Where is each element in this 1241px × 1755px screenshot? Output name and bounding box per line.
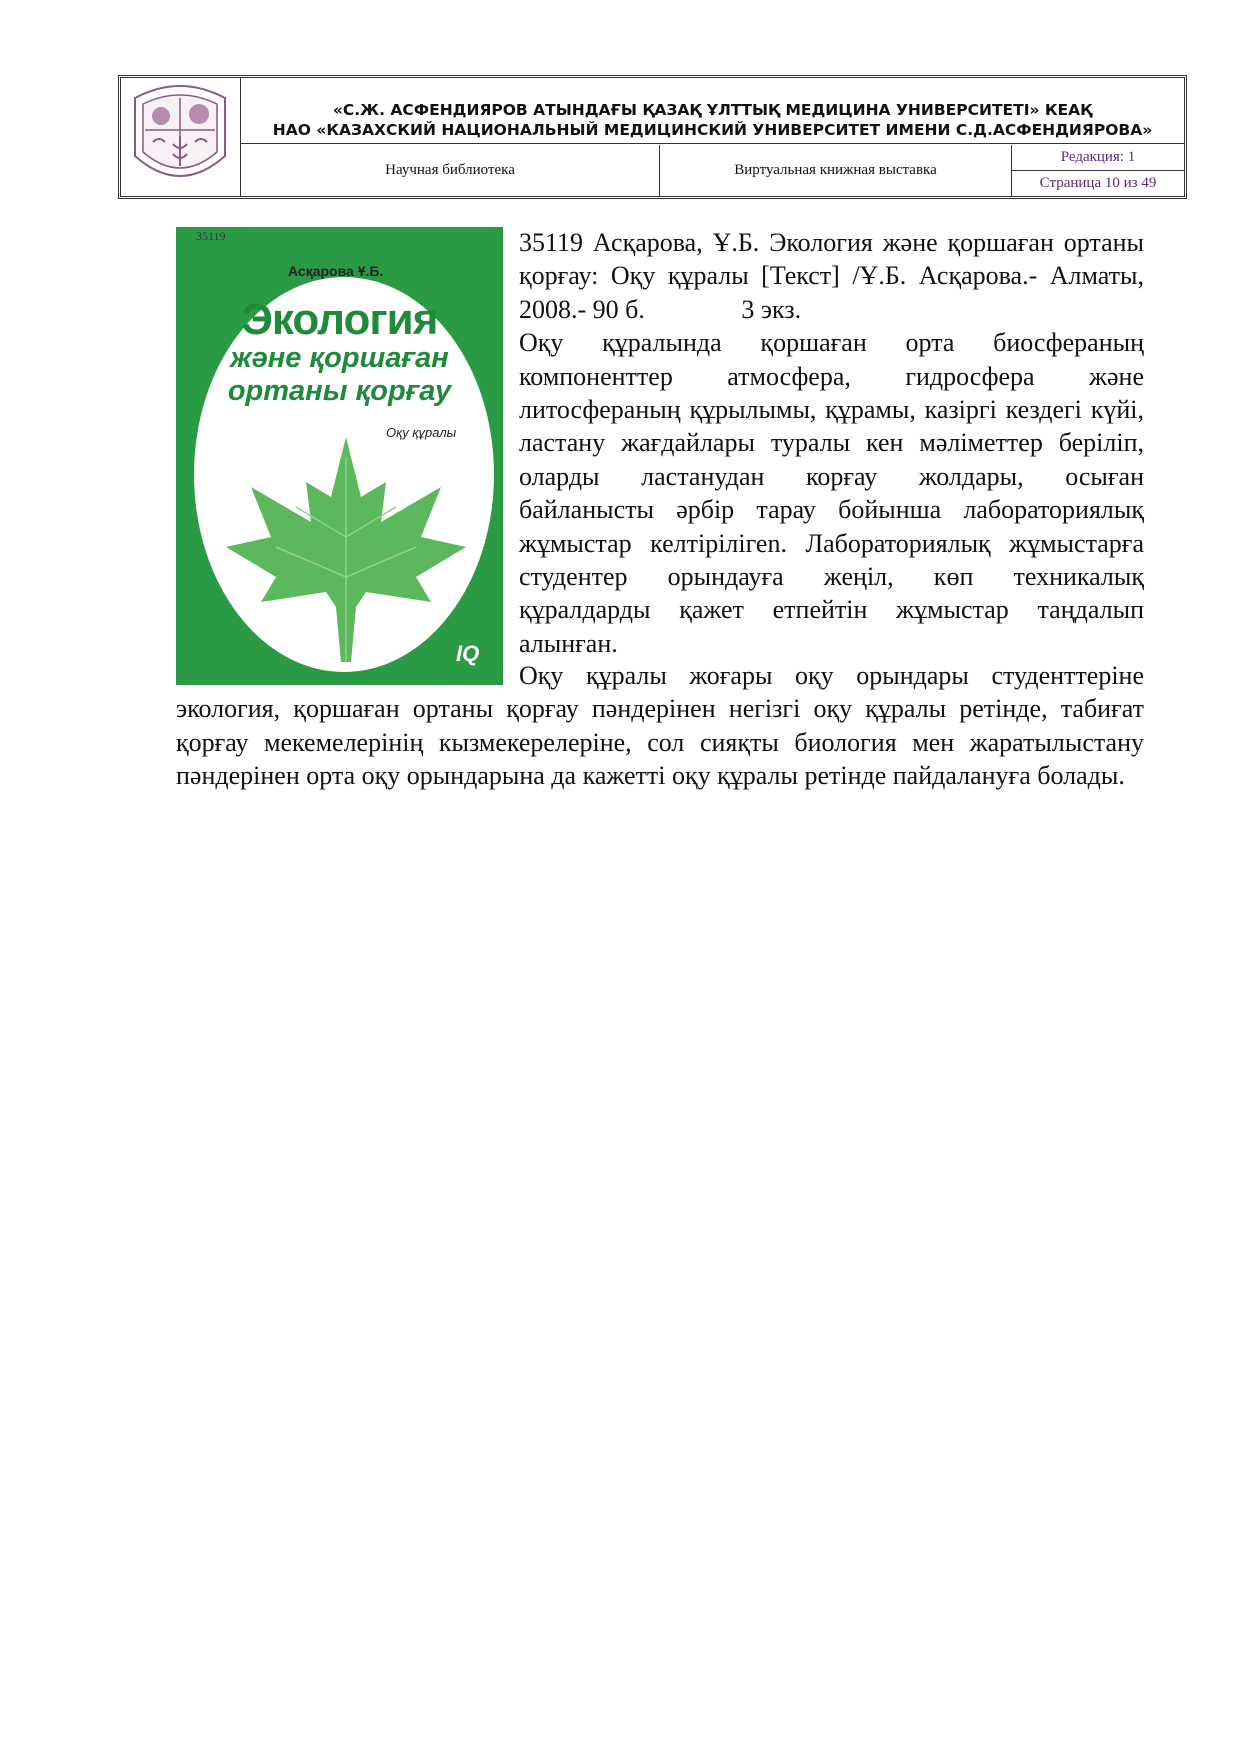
- header-title-kz: «С.Ж. АСФЕНДИЯРОВ АТЫНДАҒЫ ҚАЗАҚ ҰЛТТЫҚ МЕДИЦИНА УНИВЕРСИТЕТІ» КЕАҚ: [332, 101, 1093, 119]
- university-seal-icon: [121, 78, 240, 196]
- entry-annotation: Оқу құралында қоршаған орта биосфераның компоненттер атмосфера, гидросфера және литосфераның құрылымы, құрамы, казіргі кездегі күйі, ластану жағдайлары туралы кен мәліметтер беріліп, оларды ластанудан корғау жолдары, осыған байланысты әрбір тарау бойынша лабораториялық жұмыстар келтірілігеn. Лабораториялық жұмыстарға студентер орындауға жеңіл, көп техникалық құралдарды қажет етпейтін жұмыстар таңдалып алынған.: [519, 328, 1144, 658]
- cover-title-line3: ортаны қорғау: [227, 375, 452, 407]
- entry-citation: [519, 226, 1144, 326]
- copies-count: 3 экз.: [741, 294, 802, 324]
- university-logo: [121, 78, 241, 196]
- cover-subtitle: Оқу құралы: [386, 425, 457, 440]
- cover-publisher-mark: IQ: [456, 641, 480, 666]
- cover-title-line2: және қоршаған: [230, 342, 449, 374]
- citation-text: 35119 Асқарова, Ұ.Б. Экология және қоршаған ортаны қорғау: Оқу құралы [Текст] /Ұ.Б. Асқарова.- Алматы, 2008.- 90 б.: [519, 228, 1144, 324]
- cover-stamp: 35119: [196, 229, 226, 243]
- entry-description-top: [519, 226, 1144, 660]
- document-header: [118, 75, 1187, 199]
- header-meta: [1012, 145, 1184, 196]
- header-title-ru: НАО «КАЗАХСКИЙ НАЦИОНАЛЬНЫЙ МЕДИЦИНСКИЙ УНИВЕРСИТЕТ ИМЕНИ С.Д.АСФЕНДИЯРОВА»: [272, 121, 1153, 139]
- cover-title-line1: Экология: [241, 295, 438, 344]
- header-department: Научная библиотека: [241, 145, 660, 196]
- entry-annotation-continued: Оқу құралы жоғары оқу орындары студенттеріне экология, қоршаған ортаны қорғау пәндерінен негізгі оқу құралы ретінде, табиғат қорғау мекемелерінің кызмекерелеріне, сол сияқты биология мен жаратылыстану пәндерінен орта оқу орындарына да кажетті оқу құралы ретінде пайдалануға болады.: [176, 661, 1144, 791]
- maple-leaf-icon: [216, 427, 476, 667]
- book-cover-image: [176, 227, 503, 685]
- header-title: [241, 78, 1184, 144]
- header-section: Виртуальная книжная выставка: [660, 145, 1012, 196]
- header-page-number: Страница 10 из 49: [1039, 175, 1157, 191]
- header-edition: Редакция: 1: [1012, 145, 1184, 171]
- cover-author: Асқарова Ұ.Б.: [288, 263, 384, 279]
